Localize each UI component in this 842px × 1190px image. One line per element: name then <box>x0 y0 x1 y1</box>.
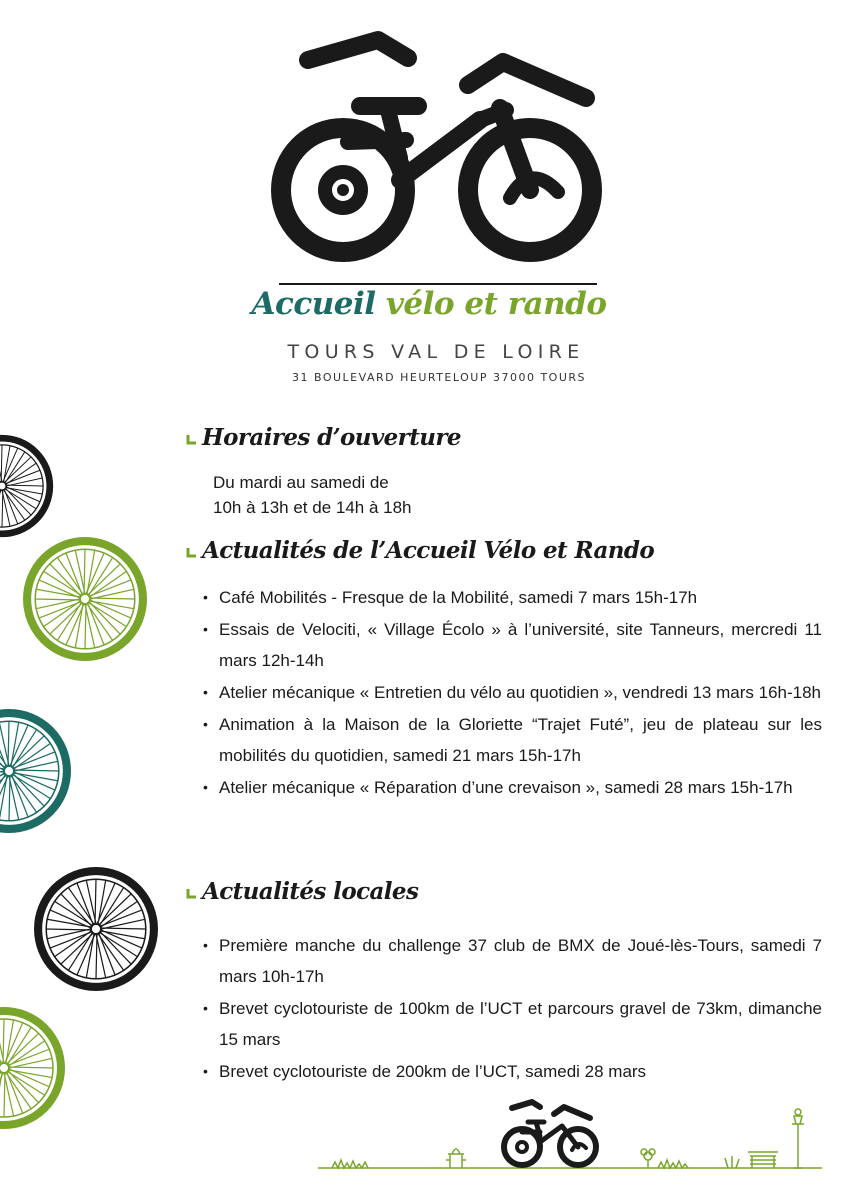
bullet-icon: • <box>203 937 208 953</box>
brand-title-part2: vélo et rando <box>385 286 607 322</box>
wheel-icon-green <box>22 536 148 662</box>
corner-bracket-icon <box>186 548 196 558</box>
hours-line-2: 10h à 13h et de 14h à 18h <box>213 498 412 517</box>
section-hours-title: Horaires d’ouverture <box>202 424 461 451</box>
list-item <box>200 582 822 613</box>
brand-title <box>0 286 842 322</box>
brand-title-part1: Accueil <box>251 286 376 322</box>
list-item-text: Essais de Velociti, « Village Écolo » à l’université, site Tanneurs, mercredi 11 mars 12h-14h <box>219 620 822 670</box>
bicycle-logo-icon <box>268 30 608 270</box>
wheel-icon-black <box>0 424 54 548</box>
bicycle-landscape-icon <box>318 1092 822 1172</box>
bullet-icon: • <box>203 1000 208 1016</box>
wheel-icon-green <box>0 1006 66 1130</box>
bullet-icon: • <box>203 779 208 795</box>
bullet-icon: • <box>203 1063 208 1079</box>
list-item <box>200 709 822 771</box>
list-item-text: Brevet cyclotouriste de 100km de l’UCT et parcours gravel de 73km, dimanche 15 mars <box>219 999 822 1049</box>
brand-address: 31 BOULEVARD HEURTELOUP 37000 TOURS <box>292 371 586 384</box>
section-hours-heading <box>186 424 461 451</box>
bullet-icon: • <box>203 621 208 637</box>
wheel-icon-teal <box>0 708 72 834</box>
section-local-title: Actualités locales <box>202 878 419 905</box>
section-local-heading <box>186 878 418 905</box>
section-news-heading <box>186 537 654 564</box>
header-divider <box>279 283 597 285</box>
hours-text <box>213 470 412 520</box>
list-item-text: Brevet cyclotouriste de 200km de l’UCT, samedi 28 mars <box>219 1062 647 1081</box>
list-item-text: Première manche du challenge 37 club de BMX de Joué-lès-Tours, samedi 7 mars 10h-17h <box>219 936 822 986</box>
list-item-text: Café Mobilités - Fresque de la Mobilité, samedi 7 mars 15h-17h <box>219 588 698 607</box>
list-item-text: Animation à la Maison de la Gloriette “Trajet Futé”, jeu de plateau sur les mobilités du quotidien, samedi 21 mars 15h-17h <box>219 715 822 765</box>
list-item <box>200 772 822 803</box>
bullet-icon: • <box>203 684 208 700</box>
list-item <box>200 993 822 1055</box>
brand-subtitle: TOURS VAL DE LOIRE <box>287 341 585 363</box>
local-list <box>200 930 822 1088</box>
list-item-text: Atelier mécanique « Entretien du vélo au quotidien », vendredi 13 mars 16h-18h <box>219 683 821 702</box>
corner-bracket-icon <box>186 889 196 899</box>
list-item-text: Atelier mécanique « Réparation d’une crevaison », samedi 28 mars 15h-17h <box>219 778 793 797</box>
bullet-icon: • <box>203 716 208 732</box>
bullet-icon: • <box>203 589 208 605</box>
list-item <box>200 614 822 676</box>
list-item <box>200 1056 822 1087</box>
hours-line-1: Du mardi au samedi de <box>213 473 389 492</box>
wheel-icon-black <box>33 866 159 992</box>
section-news-title: Actualités de l’Accueil Vélo et Rando <box>202 537 655 564</box>
list-item <box>200 930 822 992</box>
news-list <box>200 582 822 804</box>
corner-bracket-icon <box>186 435 196 445</box>
list-item <box>200 677 822 708</box>
